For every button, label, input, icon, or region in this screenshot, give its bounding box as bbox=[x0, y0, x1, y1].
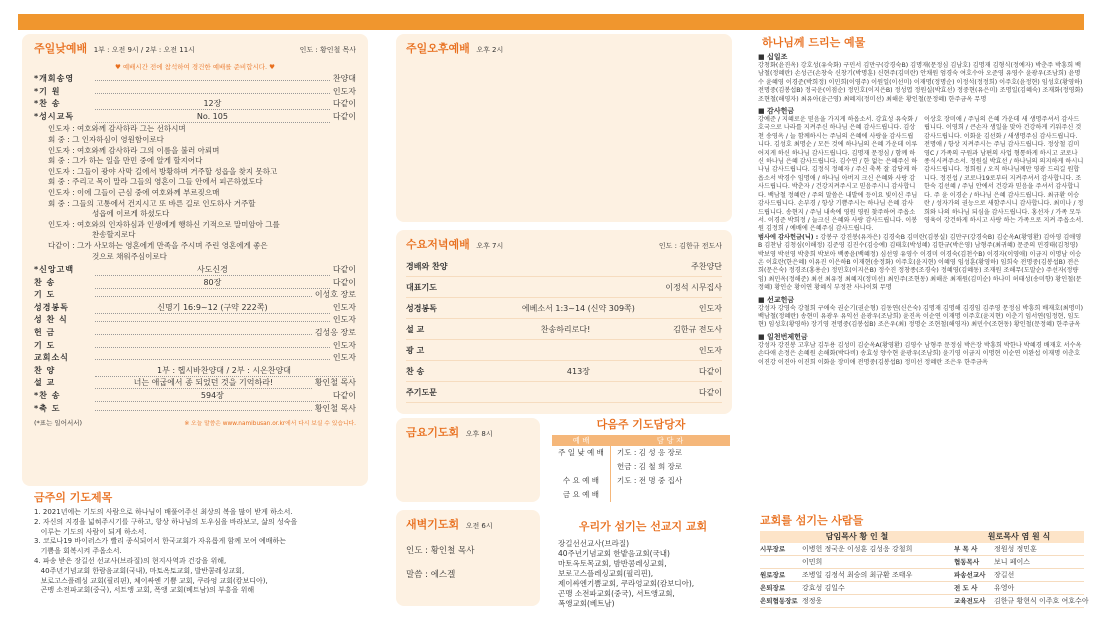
order-content bbox=[95, 93, 330, 94]
order-row bbox=[34, 86, 356, 99]
order-row bbox=[34, 289, 356, 302]
staff-role: 파송선교사 bbox=[954, 571, 986, 579]
tithe-list: 강청화(윤진옥) 강호성(유숙화) 구민서 김만구(강경숙B) 김명재(문정심 김남호) 김명재 김형식(정예자) 박춘주 박흥희 백남철(정혜란) 손성근(손창숙 신창기(박명훈) 신현주(김미란) 안채원 엄경숙 여호수아 오준영 유영수 윤광우(조남희) 윤명수 윤혜영 이경준(박희정) 이민희(이영주) 이원일(이선미) 이재명(정명순) 이정석(정정희) 이주호(윤정현) 임성호(황영하) 전명중(김봉섭B) 정국운(이점순) 정민호(이지은B) 정성엽 정원실(박효선) 정중현(유은미) 조명일(김혜숙) 조재화(정영화) 조현철(해영자) 최유아(윤근영) 최혜지(정미선) 최해운 황인철(문정혜) 한주금옥 무명 bbox=[758, 62, 1084, 103]
order-row bbox=[34, 352, 356, 365]
duty-service: 수 요 예 배 bbox=[562, 476, 600, 485]
prayer-title: 금주의 기도제목 bbox=[34, 491, 113, 504]
offering-title: 하나님께 드리는 예물 bbox=[762, 36, 866, 49]
staff-role: 협동목사 bbox=[954, 558, 980, 566]
order-row bbox=[34, 340, 356, 353]
sunday-service bbox=[34, 40, 356, 427]
wednesday-person: 김한규 전도사 bbox=[673, 324, 722, 334]
thanks-list-left: 강예준 / 지혜로운 믿음을 가지게 하옵소서. 강효성 유숙화 / 호국으로 나라를 지켜주신 하나님 은혜 감사드립니다. 김상천 송영옥 / 늘 함께하시는 주님의 은혜에 사랑을 감사드립니다. 김성호 최명순 / 모든 것에 하나님의 은혜 가운데 이루어지게 하신 하나님 감사드립니다. 김명재 문정심 / 함께 하신 하나님 은혜 감사드립니다. 김수연 / 한 없는 은혜주신 하나님 감사드립니다. 김정식 정혜자 / 주신 축복 잘 감당케 하옵소서 박경수 임명애 / 하나님 아버지 크신 은혜와 사랑 감사드립니다. 박춘자 / 건강지켜주시고 믿음주시니 감사합니다. 백남철 정혜란 / 주의 말씀은 내발에 등이요 빛이신 주님 감사드립니다. 손부경 / 항상 기쁨주시는 하나님 은혜 감사드립니다. 송현지 / 주님 내속에 영원 영원 찾주하여 주옵소서. 이경준 박희정 / 늘크신 은혜와 사랑 감사드립니다. 이봉원 김정희 / 예배에 은혜주심 감사드립니다. bbox=[758, 116, 918, 233]
order-label: *축 도 bbox=[34, 403, 61, 413]
all-thanks-heading: 범사에 감사헌금(닉) : bbox=[758, 233, 819, 241]
order-label: 헌 금 bbox=[34, 328, 56, 338]
duty-service bbox=[552, 460, 610, 474]
order-person: 다같이 bbox=[332, 277, 356, 287]
staff-names: 이병헌 정국운 이성훈 김성응 강철희 bbox=[802, 545, 913, 553]
wednesday-person: 다같이 bbox=[698, 366, 722, 376]
staff-names: 장길선 bbox=[994, 571, 1015, 579]
staff-role bbox=[760, 556, 802, 568]
thanks-heading: ■ 감사헌금 bbox=[758, 107, 795, 116]
order-person: 인도자 bbox=[332, 340, 356, 350]
order-row bbox=[34, 98, 356, 111]
senior-pastor: 담임목사 황 인 철 bbox=[825, 532, 889, 541]
order-row bbox=[34, 314, 356, 327]
staff-row bbox=[760, 595, 1089, 608]
sunday-notice: ♥ 예배시간 전에 참석하여 경건한 예배를 준비합시다. ♥ bbox=[114, 63, 276, 71]
order-label: *기 원 bbox=[34, 86, 61, 96]
thousand-offering-heading: ■ 일천번제헌금 bbox=[758, 332, 808, 341]
emeritus-pastor: 원로목사 염 원 식 bbox=[987, 532, 1051, 541]
order-content bbox=[95, 347, 330, 348]
order-label: *개회송영 bbox=[34, 74, 75, 83]
order-label: 찬 양 bbox=[34, 365, 56, 375]
order-content bbox=[95, 80, 330, 81]
wednesday-row bbox=[406, 319, 722, 340]
staff-role: 전 도 사 bbox=[954, 584, 978, 592]
order-row bbox=[34, 277, 356, 290]
order-content: 12장 bbox=[95, 99, 330, 110]
duty-person: 기도 : 전 명 중 집사 bbox=[610, 474, 730, 488]
wednesday-title: 수요저녁예배 bbox=[406, 238, 470, 251]
order-content: 594장 bbox=[95, 391, 330, 402]
staff-role: 원로장로 bbox=[760, 571, 786, 579]
litany-line: 인도자 : 이에 그들이 근심 중에 여호와께 부르짖으매 bbox=[48, 187, 220, 197]
duty-service: 금 요 예 배 bbox=[562, 490, 600, 499]
staff-role: 시무장로 bbox=[760, 545, 786, 553]
order-row bbox=[34, 377, 356, 390]
dawn-leader: 인도 : 황인철 목사 bbox=[406, 546, 475, 556]
tithe-heading: ■ 십일조 bbox=[758, 53, 788, 61]
duty-row bbox=[552, 446, 730, 460]
order-content: 너는 애굽에서 종 되었던 것을 기억하라! bbox=[95, 378, 312, 389]
order-content bbox=[95, 334, 312, 335]
order-label: 성경봉독 bbox=[34, 302, 69, 312]
friday-service bbox=[406, 424, 493, 440]
staff-names: 정정웅 bbox=[802, 597, 823, 605]
staff-names: 김한규 황현식 이주호 여호수아 bbox=[994, 597, 1089, 605]
prayer-topics bbox=[34, 489, 364, 596]
duty-person: 헌금 : 김 철 희 장로 bbox=[610, 460, 730, 474]
duty-service: 주 일 낮 예 배 bbox=[558, 448, 604, 457]
prayer-duty bbox=[552, 416, 730, 502]
thousand-offering-list: 강성자 강진봉 고후남 김두용 김성미 김순옥A(황영환) 김영수 남형주 문정심 박은장 박흥희 박한나 박혜경 배재호 서수옥 손다애 손정은 손혜원 손해화(박다비) 송효성 양수현 윤광우(조남희) 윤기영 이금지 이명현 이순연 이완섭 이재명 이춘호 이진강 이진아 이진희 이화윤 장미애 전명중(김봉섭B) 정미선 정혜란 조은우 한주금옥 bbox=[758, 341, 1082, 366]
wednesday-row bbox=[406, 340, 722, 361]
thanks-list-right: 이상호 장미애 / 주님의 은혜 가운데 새 생명주셔서 감사드립니다. 이영희 / 큰손자 생일을 맞아 건강하게 키워주신 것 감사드립니다. 이화윤 김선화 / 새생명주심 감사드립니다. 전명애 / 항상 지켜주시는 주님 감사드립니다. 정상철 김미영C / 가족의 구원과 남편의 사업 형통하게 하시고 코로나 종식시켜주소서. 정원실 박효선 / 하나님의 의지하게 하시니 감사드립니다. 정희원 / 오직 하나님께만 영광 드리길 원합니다. 정진섭 / 코로나19로부터 지켜주셔서 감사합니다. 조한숙 김선혜 / 주님 안에서 건강과 믿음을 주셔서 감사합니다. 주 윤 이경순 / 하나님 은혜 감사드립니다. 최규환 이승란 / 성자가의 권능으로 새함주시니 감사합니다. 최미나 / 정희와 나의 하나님 되심을 감사드립니다. 홍선자 / 가족 모두 영육이 강건하게 하시고 사랑 하는 가족으로 지켜 주옵소서. bbox=[924, 116, 1084, 224]
duty-title: 다음주 기도담당자 bbox=[596, 418, 686, 431]
prayer-item: 2. 자신의 지경을 넓혀주시기를 구하고, 항상 하나님의 도우심을 바라보고, 삶의 성숙을 bbox=[34, 517, 298, 526]
order-row bbox=[34, 365, 356, 378]
order-label: 교회소식 bbox=[34, 353, 69, 363]
wednesday-row bbox=[406, 361, 722, 382]
staff-role: 은퇴장로 bbox=[760, 584, 786, 592]
dawn-times: 오전 6시 bbox=[465, 522, 493, 530]
mission-church: 곤맹 소전파교회(중국), 서트앵교회, bbox=[558, 589, 675, 598]
order-person: 다같이 bbox=[332, 111, 356, 121]
mission-church: 장길선선교사(브라질) bbox=[558, 539, 630, 548]
wednesday-service bbox=[406, 236, 722, 403]
wednesday-row bbox=[406, 298, 722, 319]
duty-person bbox=[610, 488, 730, 502]
order-row bbox=[34, 302, 356, 315]
prayer-item: 1. 2021년에는 기도의 사람으로 하나님이 배풀어주신 최상의 복을 많이 받게 하소서. bbox=[34, 508, 293, 516]
order-label: *신앙고백 bbox=[34, 265, 75, 275]
wednesday-person: 인도자 bbox=[698, 345, 722, 355]
duty-row bbox=[552, 460, 730, 474]
mission-church: 폭앵교회(베트남) bbox=[558, 599, 615, 608]
order-label: 성 찬 식 bbox=[34, 315, 68, 325]
wednesday-person: 이정석 시무집사 bbox=[665, 282, 722, 292]
duty-person: 기도 : 김 성 응 장로 bbox=[610, 446, 730, 460]
order-content: 사도신경 bbox=[95, 265, 330, 276]
litany-line: 찬송할지로다 bbox=[92, 230, 136, 240]
duty-row bbox=[552, 488, 730, 502]
litany-line: 다같이 : 그가 사모하는 영혼에게 만족을 주시며 주린 영혼에게 좋은 bbox=[48, 240, 268, 250]
order-row bbox=[34, 327, 356, 340]
wednesday-label: 주기도문 bbox=[406, 387, 437, 397]
mission-church: 40주년기념교회 한밭음교회(국내) bbox=[558, 549, 670, 558]
staff-names: 이민희 bbox=[802, 558, 823, 566]
sunday-order-bottom bbox=[34, 264, 356, 415]
sunday-times: 1부 : 오전 9시 / 2부 : 오전 11시 bbox=[93, 46, 195, 54]
offerings bbox=[758, 34, 1084, 367]
duty-header-service: 예 배 bbox=[572, 436, 590, 445]
order-label: *찬 송 bbox=[34, 391, 61, 401]
missions-title: 우리가 섬기는 선교지 교회 bbox=[578, 520, 708, 533]
order-person: 다같이 bbox=[332, 391, 356, 401]
dawn-service bbox=[406, 516, 536, 580]
missions bbox=[558, 518, 728, 609]
litany-line: 인도자 : 여호와께 감사하라 그의 이름을 불러 아뢰며 bbox=[48, 145, 220, 155]
prayer-item: 4. 파송 받은 장길선 선교사(브라질)의 현지사역과 건강을 위해, bbox=[34, 556, 227, 565]
mission-church: 제이싸엔기쁨교회, 쿠라엉교회(캄보디아), bbox=[558, 579, 695, 588]
stand-note: (*표는 일어서서) bbox=[34, 419, 83, 428]
order-content: 1부 : 헵시바찬양대 / 2부 : 시온찬양대 bbox=[95, 366, 353, 377]
order-person: 황인철 목사 bbox=[314, 403, 356, 413]
order-content bbox=[95, 296, 312, 297]
order-label: 기 도 bbox=[34, 340, 56, 350]
dawn-title: 새벽기도회 bbox=[406, 518, 460, 531]
prayer-item: 보로고스플레싱 교회(필리핀), 체이싸엔 기쁨 교회, 쿠라엉 교회(캄보디아), bbox=[34, 576, 268, 585]
prayer-item: 기쁨을 회복시켜 주옵소서. bbox=[34, 547, 122, 556]
order-row bbox=[34, 264, 356, 277]
wednesday-leader: 인도 : 김한규 전도사 bbox=[658, 242, 722, 250]
wednesday-person: 주찬양단 bbox=[691, 261, 722, 271]
wednesday-content: 찬송하리로다! bbox=[540, 324, 591, 334]
order-person: 이성호 장로 bbox=[314, 290, 356, 300]
friday-title: 금요기도회 bbox=[406, 426, 460, 439]
duty-row bbox=[552, 474, 730, 488]
prayer-item: 40주년기념교회 한람음교회(국내), 마토옥토교회, 발반콤레싱교회, bbox=[34, 566, 245, 575]
staff-title: 교회를 섬기는 사람들 bbox=[760, 514, 864, 527]
order-person: 인도자 bbox=[332, 86, 356, 96]
sunday-title: 주일낮예배 bbox=[34, 42, 88, 55]
mission-offering-heading: ■ 선교헌금 bbox=[758, 295, 795, 304]
afternoon-box bbox=[396, 34, 732, 222]
litany-line: 인도자 : 그들이 광야 사막 길에서 방황하며 거주할 성읍을 찾지 못하고 bbox=[48, 166, 278, 176]
duty-header-person: 담 당 자 bbox=[656, 436, 684, 445]
staff-row bbox=[760, 543, 1084, 556]
order-content bbox=[95, 321, 330, 322]
order-content bbox=[95, 359, 330, 360]
mission-list bbox=[558, 539, 728, 609]
staff-role: 은퇴협동장로 bbox=[760, 597, 798, 605]
order-content: 80장 bbox=[95, 278, 330, 289]
litany-line: 회 중 : 그가 하는 일을 만민 중에 알게 할지어다 bbox=[48, 156, 203, 166]
staff-names: 정원성 정민훈 bbox=[994, 545, 1037, 553]
staff-names: 조병일 김정석 최승의 최규환 조태우 bbox=[802, 571, 913, 579]
litany-line: 성읍에 이르게 하셨도다 bbox=[92, 209, 170, 219]
wednesday-label: 광 고 bbox=[406, 345, 425, 355]
litany-line: 회 중 : 그들의 고통에서 건지시고 또 바른 길로 인도하사 거주할 bbox=[48, 198, 256, 208]
order-person: 김성응 장로 bbox=[314, 328, 356, 338]
prayer-list bbox=[34, 508, 364, 596]
order-label: *찬 송 bbox=[34, 99, 61, 109]
order-row bbox=[34, 403, 356, 416]
prayer-item: 이루는 기도의 사람이 되게 하소서. bbox=[34, 527, 147, 536]
sunday-litany bbox=[34, 124, 356, 262]
staff-row bbox=[760, 569, 1084, 582]
wednesday-label: 경배와 찬양 bbox=[406, 261, 448, 271]
order-person: 다같이 bbox=[332, 99, 356, 109]
order-person: 다같이 bbox=[332, 265, 356, 275]
wednesday-label: 대표기도 bbox=[406, 282, 437, 292]
friday-times: 오후 8시 bbox=[465, 430, 493, 438]
sunday-leader: 인도 : 황인철 목사 bbox=[299, 46, 356, 54]
staff-names: 유영아 bbox=[994, 584, 1015, 592]
order-label: 찬 송 bbox=[34, 277, 56, 287]
litany-line: 회 중 : 주리고 목이 말라 그들의 영혼이 그들 안에서 피곤하였도다 bbox=[48, 177, 263, 187]
order-row bbox=[34, 390, 356, 403]
order-person: 황인철 목사 bbox=[314, 378, 356, 388]
mission-church: 마토옥토목교회, 밤반콤레싱교회, bbox=[558, 559, 667, 568]
mission-church: 보로고스플레싱교회(필리핀), bbox=[558, 569, 654, 578]
litany-line: 인도자 : 여호와께 감사하라 그는 선하시며 bbox=[48, 124, 186, 134]
litany-line: 회 중 : 그 인자하심이 영원함이로다 bbox=[48, 134, 164, 144]
staff-role: 부 목 사 bbox=[954, 545, 978, 553]
prayer-item: 곤맹 소전파교회(중국), 서트앵 교회, 폭앵 교회(베트남)의 부흥을 위해 bbox=[34, 586, 255, 595]
staff-rows bbox=[760, 543, 1089, 608]
wednesday-content: 413장 bbox=[566, 366, 590, 376]
order-row bbox=[34, 73, 356, 86]
order-content bbox=[95, 410, 312, 411]
staff bbox=[760, 512, 1089, 608]
afternoon-service bbox=[406, 40, 503, 56]
order-label: 기 도 bbox=[34, 290, 56, 300]
prayer-item: 3. 코로나19 바이러스가 빨리 종식되어서 한국교회가 자유롭게 함께 모여 예배하는 bbox=[34, 537, 286, 546]
wednesday-content: 에베소서 1:3~14 (신약 309쪽) bbox=[521, 303, 635, 313]
order-content: No. 105 bbox=[95, 112, 330, 123]
order-person: 인도자 bbox=[332, 302, 356, 312]
staff-header bbox=[760, 531, 1084, 543]
wednesday-row bbox=[406, 256, 722, 277]
order-person: 인도자 bbox=[332, 315, 356, 325]
staff-row bbox=[760, 582, 1084, 595]
wednesday-label: 성경봉독 bbox=[406, 303, 437, 313]
staff-names: 강효성 김일수 bbox=[802, 584, 845, 592]
duty-header bbox=[552, 435, 730, 446]
wednesday-order bbox=[406, 256, 722, 403]
wednesday-row bbox=[406, 382, 722, 403]
wednesday-times: 오후 7시 bbox=[476, 242, 504, 250]
wednesday-label: 찬 송 bbox=[406, 366, 425, 376]
dawn-text: 말씀 : 에스겔 bbox=[406, 570, 456, 580]
replay-note: ※ 오늘 말씀은 www.namibusan.or.kr에서 다시 보실 수 있습니다. bbox=[184, 421, 356, 428]
wednesday-person: 다같이 bbox=[698, 387, 722, 397]
sunday-order-top bbox=[34, 73, 356, 123]
wednesday-label: 설 교 bbox=[406, 324, 425, 334]
order-person: 찬양대 bbox=[332, 74, 356, 83]
order-label: *성시교독 bbox=[34, 111, 75, 121]
afternoon-title: 주일오후예배 bbox=[406, 42, 470, 55]
afternoon-times: 오후 2시 bbox=[476, 46, 504, 54]
order-content: 신명기 16:9~12 (구약 222쪽) bbox=[95, 303, 330, 314]
litany-line: 인도자 : 여호와의 인자하심과 인생에게 행하신 기적으로 말미암아 그를 bbox=[48, 219, 280, 229]
staff-names: 보니 페이스 bbox=[994, 558, 1031, 566]
duty-rows bbox=[552, 446, 730, 502]
order-label: 설 교 bbox=[34, 378, 56, 388]
staff-role: 교육전도사 bbox=[954, 597, 986, 605]
top-banner bbox=[18, 14, 1084, 30]
wednesday-person: 인도자 bbox=[698, 303, 722, 313]
wednesday-row bbox=[406, 277, 722, 298]
all-thanks-list: 강봉구 강진봉(유자은) 김경숙B 김미란(김봉실) 김만구(강경숙B) 김순옥A(황영환) 김아영 김애영B 김찬남 김청심(이해정) 김준영 김진수(김승예) 김태호(박성혜) 김한규(박은영) 남형주(최귀혜) 문준의 민경태(김청영) 박보영 박선영 박충희 박보아 백종윤(백혜정) 심선영 유영수 이경미 이경숙(김천수B) 이경자(이영애) 이금지 이명남 이승온 이효란(한은혜) 이유진 이은하B 이재현(송정화) 이주호(윤지현) 이혜영 임성훈(황영하) 임희숙 전명중(김봉섭B) 전은희(문은숙) 정경조(홍용순) 정민호(이지은B) 정수진 정창종(조경숙) 정혜영(김혜동) 조재원 조해무(도말순) 주선자(정량임) 최민옥(정해준) 최선 최유정 최혜지(정미선) 최인주(조현동) 최해운 최재원(김미순) 하나미 허태성(송미향) 황인철(문정혜) 황인순 황이연 황혜식 부정찬 사나이회 무명 bbox=[758, 233, 1082, 292]
order-person: 인도자 bbox=[332, 353, 356, 363]
staff-row bbox=[760, 556, 1084, 569]
mission-offering-list: 강성자 강영숙 강철희 구애숙 권순기(권순형) 김동연(신은숙) 김명재 김명해 김경임 김주영 문정심 박흥희 배재호(최명미) 백남철(정혜란) 송현미 유광우 유익선 윤광우(조남희) 윤진옥 이순연 이재명 이주호(윤지현) 이춘기 임서연(임정현, 임도현) 임성호(황영하) 장기영 전명중(김봉섭B) 조은우(최) 정명순 조현철(해영자) 최민수(조현동) 황인철(문정혜) 한주금옥 bbox=[758, 304, 1083, 329]
litany-line: 것으로 채워주심이로다 bbox=[92, 251, 167, 261]
order-row bbox=[34, 111, 356, 124]
